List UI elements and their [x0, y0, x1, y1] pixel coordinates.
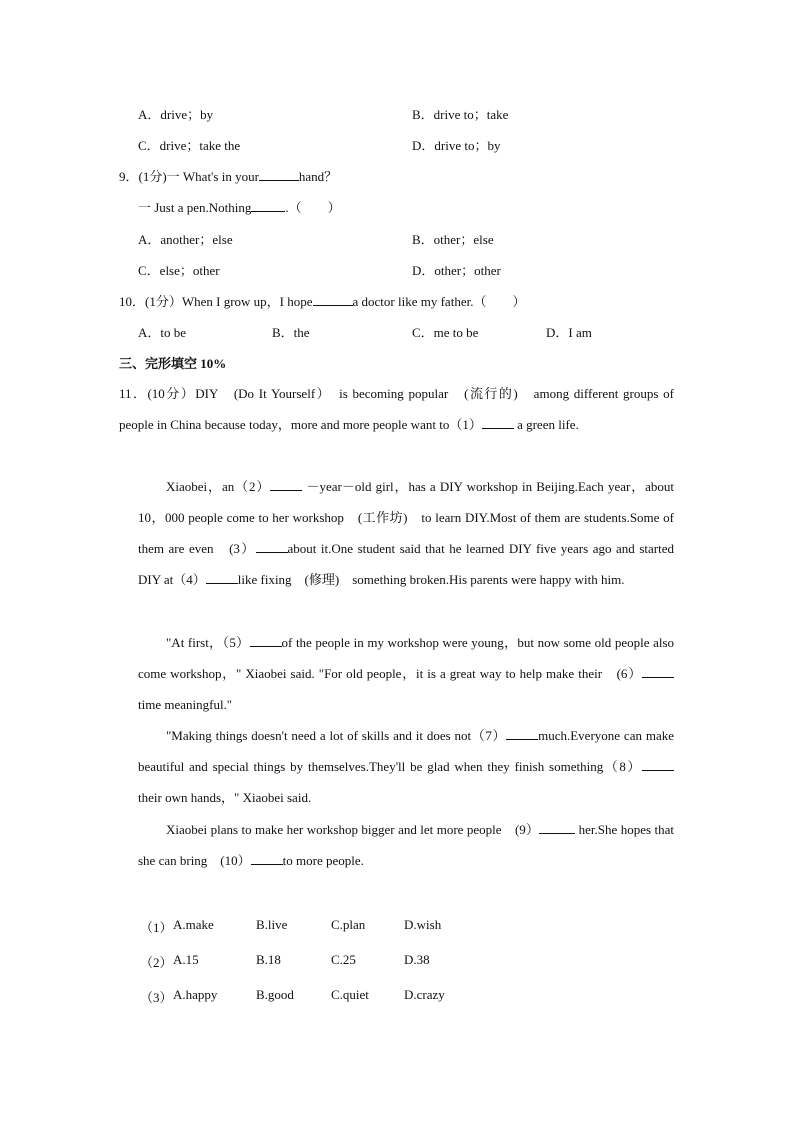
q10-stem: 10．(1分）When I grow up，I hope a doctor like my father.（ ） [119, 294, 526, 309]
q10-option-a: A．to be [138, 325, 187, 340]
q8-option-c: C．drive；take the [138, 138, 241, 153]
q9-option-a: A．another；else [138, 232, 233, 247]
q10-option-b: B．the [272, 325, 310, 340]
q10-option-c: C．me to be [412, 325, 479, 340]
answer-option-c: C.plan [331, 917, 366, 932]
answer-option-d: D.wish [404, 917, 442, 932]
answer-option-b: B.live [256, 917, 288, 932]
answer-option-d: D.crazy [404, 987, 445, 1002]
q11-paragraph-3: "At first，（5） of the people in my workshop were young，but now some old people also come workshop，" Xiaobei said. "For old people，it is a great way to help make their (6）time meaningful." [138, 635, 675, 712]
answer-option-a: A.happy [173, 987, 218, 1002]
q9-stem-line2: 一 Just a pen.Nothing .（ ） [138, 200, 341, 215]
answer-option-d: D.38 [404, 952, 430, 967]
q11-paragraph-4: "Making things doesn't need a lot of skills and it does not（7） much.Everyone can make beautiful and special things by themselves.They'll be glad when they finish something（8）their own hands，" Xiaobei said. [138, 728, 674, 805]
q8-option-d: D．drive to；by [412, 138, 501, 153]
q8-option-b: B．drive to；take [412, 107, 509, 122]
answer-number: （3） [140, 990, 173, 1005]
q9-option-b: B．other；else [412, 232, 494, 247]
q11-paragraph-2: Xiaobei，an（2） －year－old girl，has a DIY workshop in Beijing.Each year，about 10，000 people come to her workshop (工作坊) to learn DIY.Most of them are students.Some of them are even (3） about it.One student said that he learned DIY five years ago and started DIY at（4） like fixing (修理) something broken.His parents were happy with him. [138, 479, 674, 587]
answer-option-a: A.15 [173, 952, 199, 967]
q11-paragraph-1: 11．(10分）DIY (Do It Yourself） is becoming popular (流行的) among different groups of people in China because today，more and more people want to（1） a green life. [119, 386, 674, 432]
q9-option-c: C．else；other [138, 263, 220, 278]
q9-option-d: D．other；other [412, 263, 501, 278]
answer-number: （1） [140, 920, 173, 935]
q10-option-d: D．I am [546, 325, 592, 340]
answer-option-c: C.quiet [331, 987, 369, 1002]
answer-number: （2） [140, 955, 173, 970]
answer-option-c: C.25 [331, 952, 356, 967]
answer-option-b: B.good [256, 987, 294, 1002]
q11-paragraph-5: Xiaobei plans to make her workshop bigger and let more people (9） her.She hopes that she can bring (10） to more people. [138, 822, 674, 868]
section-heading: 三、完形填空 10% [119, 356, 227, 371]
answer-option-b: B.18 [256, 952, 281, 967]
q8-option-a: A．drive；by [138, 107, 214, 122]
q9-stem: 9．(1分)一 What's in your hand？ [119, 169, 338, 184]
answer-option-a: A.make [173, 917, 214, 932]
